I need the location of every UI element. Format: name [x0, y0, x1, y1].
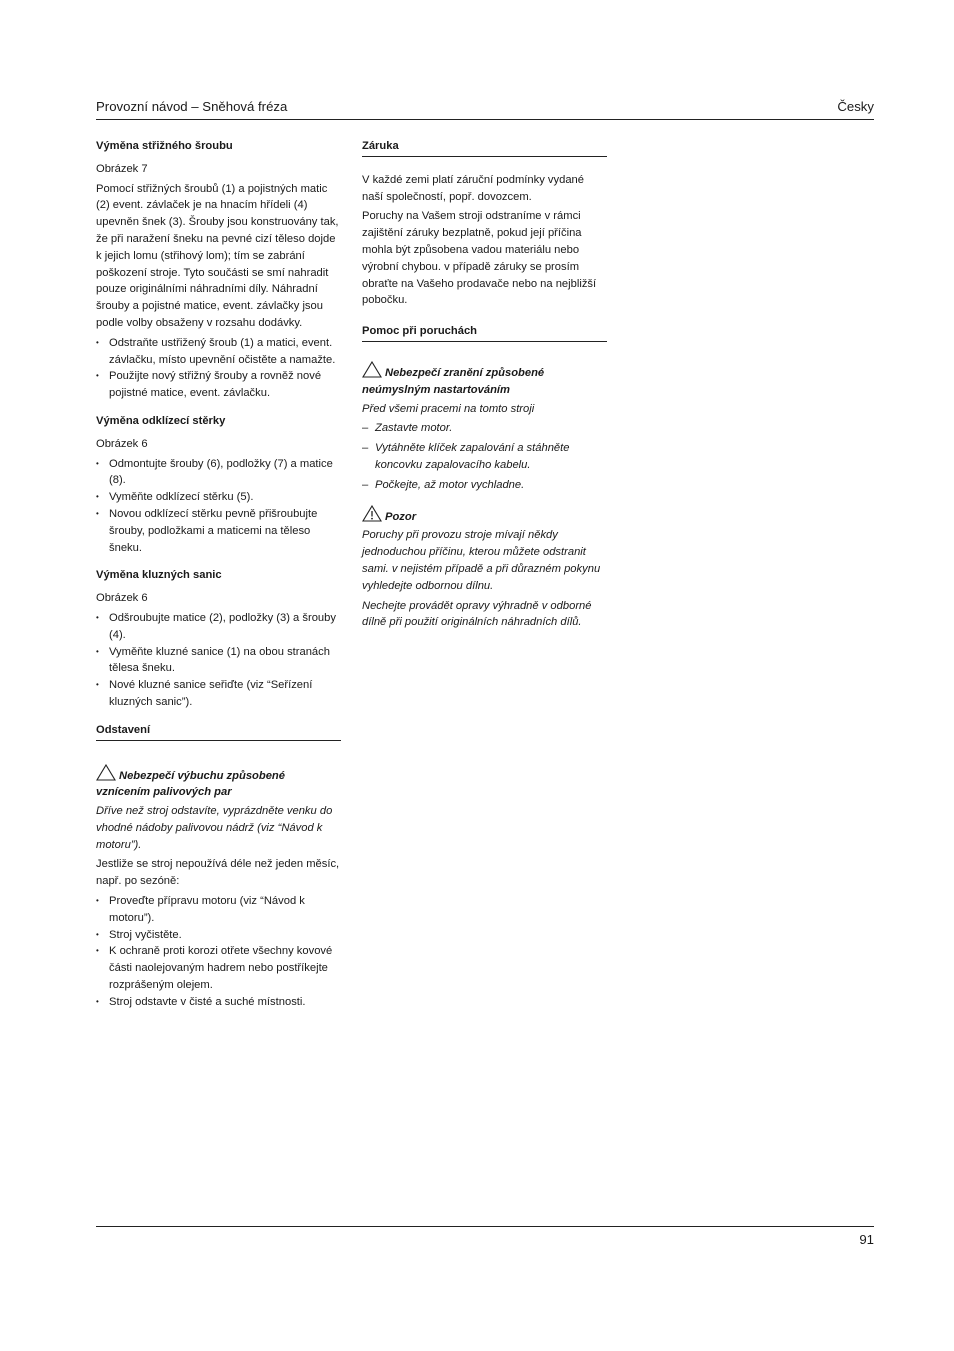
- list-item: • Proveďte přípravu motoru (viz “Návod k motoru”).: [96, 893, 341, 927]
- list-item: • Stroj odstavte v čisté a suché místnosti.: [96, 994, 341, 1011]
- page-footer: [96, 1226, 874, 1247]
- warning-triangle-icon: [362, 361, 382, 378]
- paragraph: Pomocí střižných šroubů (1) a pojistných matic (2) event. závlaček je na hnacím hřídeli (4) upevněn šnek (3). Šrouby jsou konstruovány tak, že při naražení šneku na pevné cizí těleso dojde k jejich lomu (střihový lom); tím se zabrání poškození stroje. Tyto součásti se smí nahradit pouze originálními náhradními díly. Náhradní šrouby a pojistné matice, event. závlačky jsou podle volby obsaženy v rozsahu dodávky.: [96, 182, 339, 329]
- bullet-list: [96, 335, 341, 402]
- caution-triangle-icon: [362, 505, 382, 522]
- warning-text: Dříve než stroj odstavíte, vyprázdněte venku do vhodné nádoby palivovou nádrž (viz “Návod k motoru”).: [96, 805, 333, 851]
- list-item: – Zastavte motor.: [362, 420, 607, 437]
- list-item: • Stroj vyčistěte.: [96, 927, 341, 944]
- caution-title: Pozor: [362, 505, 607, 526]
- list-item: • Odšroubujte matice (2), podložky (3) a šrouby (4).: [96, 610, 341, 644]
- bullet-list: [96, 610, 341, 711]
- language-label: Česky: [837, 99, 874, 114]
- list-item: • Vyměňte odklízecí stěrku (5).: [96, 489, 341, 506]
- bullet-list: [96, 456, 341, 557]
- section-heading-scraper: Výměna odklízecí stěrky: [96, 414, 226, 427]
- warning-triangle-icon: [96, 764, 116, 781]
- figure-ref: Obrázek 6: [96, 592, 148, 605]
- caution-text: Nechejte provádět opravy výhradně v odborné dílně při použití originálních náhradních dílů.: [362, 599, 592, 629]
- warning-intro: Před všemi pracemi na tomto stroji: [362, 402, 535, 415]
- left-column: [96, 138, 341, 1011]
- page-header: [96, 98, 874, 120]
- list-item: • Vyměňte kluzné sanice (1) na obou stranách tělesa šneku.: [96, 644, 341, 678]
- section-heading-shear-bolt: Výměna střižného šroubu: [96, 140, 233, 152]
- figure-ref: Obrázek 7: [96, 162, 148, 175]
- list-item: • K ochraně proti korozi otřete všechny kovové části naolejovaným hadrem nebo postříkejte rozprášeným olejem.: [96, 943, 341, 993]
- section-heading-skids: Výměna kluzných sanic: [96, 569, 222, 582]
- paragraph: V každé zemi platí záruční podmínky vydané naší společností, popř. dovozcem.: [362, 173, 584, 203]
- list-item: • Odmontujte šrouby (6), podložky (7) a matice (8).: [96, 456, 341, 490]
- list-item: • Použijte nový střižný šrouby a rovněž nové pojistné matice, event. závlačku.: [96, 368, 341, 402]
- bullet-list: [96, 893, 341, 1011]
- list-item: • Odstraňte ustřižený šroub (1) a matici, event. závlačku, místo upevnění očistěte a namažte.: [96, 335, 341, 369]
- list-item: – Počkejte, až motor vychladne.: [362, 477, 607, 494]
- section-heading-storage: Odstavení: [96, 722, 341, 741]
- list-item: • Nové kluzné sanice seřiďte (viz “Seřízení kluzných sanic”).: [96, 677, 341, 711]
- warning-title: Nebezpečí zranění způsobené neúmyslným nastartováním: [362, 361, 607, 399]
- document-title: Provozní návod – Sněhová fréza: [96, 99, 288, 114]
- paragraph: Jestliže se stroj nepoužívá déle než jeden měsíc, např. po sezóně:: [96, 858, 340, 888]
- warning-title: Nebezpečí výbuchu způsobené vznícením palivových par: [96, 764, 341, 802]
- section-heading-warranty: Záruka: [362, 138, 607, 157]
- right-column: [362, 138, 607, 634]
- list-item: – Vytáhněte klíček zapalování a stáhněte koncovku zapalovacího kabelu.: [362, 440, 607, 474]
- page-number: 91: [859, 1232, 874, 1247]
- figure-ref: Obrázek 6: [96, 437, 148, 450]
- list-item: • Novou odklízecí stěrku pevně přišroubujte šrouby, podložkami a maticemi na těleso šneku.: [96, 506, 341, 556]
- section-heading-troubleshooting: Pomoc při poruchách: [362, 323, 607, 342]
- caution-text: Poruchy při provozu stroje mívají někdy jednoduchou příčinu, kterou můžete odstranit sami. v nejistém případě a při důrazném pokynu vyhledejte odbornou dílnu.: [362, 529, 601, 592]
- paragraph: Poruchy na Vašem stroji odstraníme v rámci zajištění záruky bezplatně, pokud její příčina mohla být způsobena vadou materiálu nebo výrobní chybou. v případě záruky se prosím obraťte na Vašeho prodavače nebo na nejbližší pobočku.: [362, 210, 597, 307]
- dash-list: [362, 420, 607, 493]
